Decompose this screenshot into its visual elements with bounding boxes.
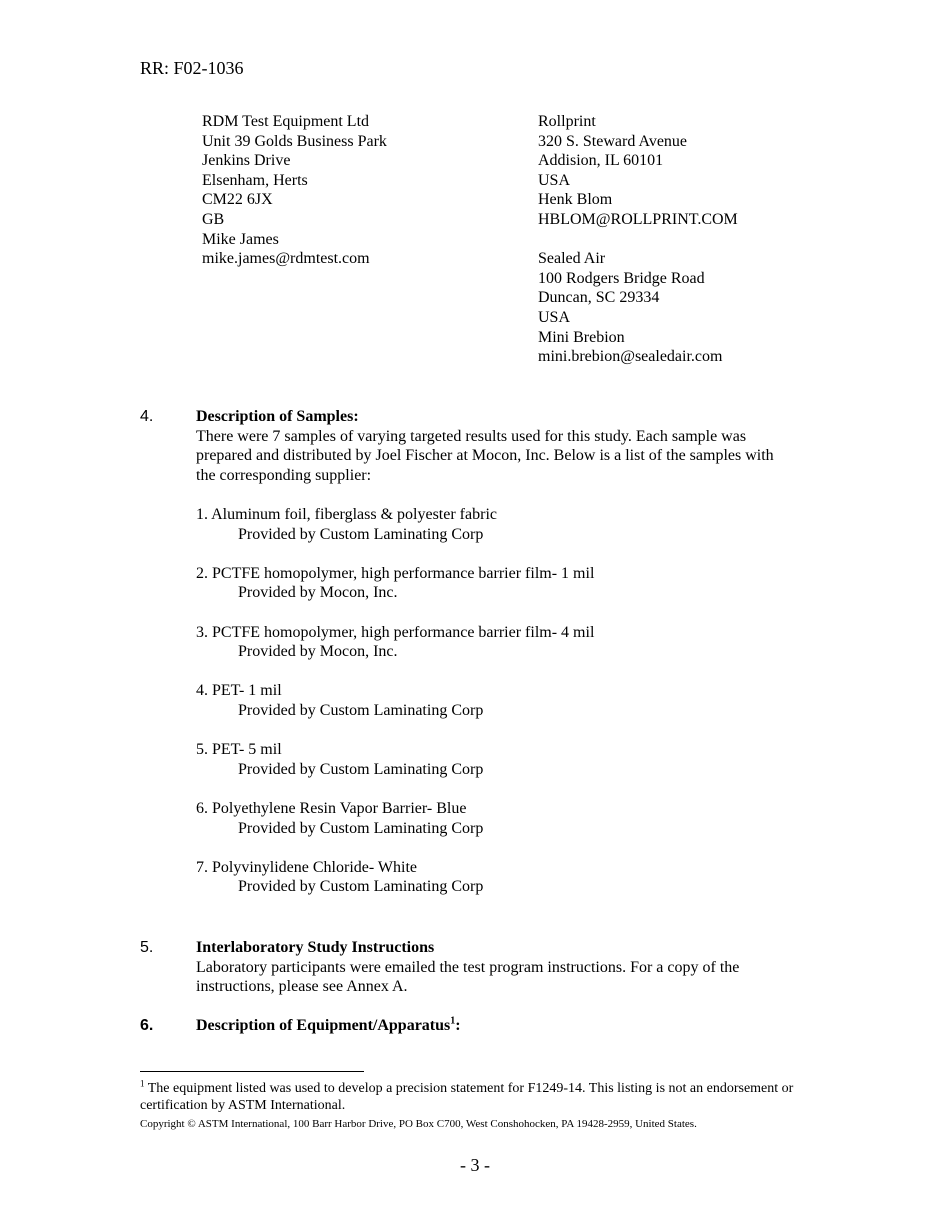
address-line: 320 S. Steward Avenue xyxy=(538,132,688,150)
section-5 xyxy=(196,938,796,997)
address-line: Unit 39 Golds Business Park xyxy=(202,132,387,150)
sample-provider: Provided by Mocon, Inc. xyxy=(238,584,398,602)
sample-label: 3. PCTFE homopolymer, high performance barrier film- 4 mil xyxy=(196,623,595,641)
address-line: Addision, IL 60101 xyxy=(538,152,664,170)
section-4 xyxy=(196,407,796,485)
section-6-number: 6. xyxy=(140,1017,154,1034)
address-column-right xyxy=(538,112,738,367)
section-5-body: Laboratory participants were emailed the test program instructions. For a copy of the instructions, please see Annex A. xyxy=(196,958,740,996)
contact-email: mike.james@rdmtest.com xyxy=(202,250,370,268)
address-line: RDM Test Equipment Ltd xyxy=(202,113,370,130)
contact-email: HBLOM@ROLLPRINT.COM xyxy=(538,210,738,228)
list-item xyxy=(196,858,796,897)
footnote-divider xyxy=(140,1071,364,1072)
address-line: CM22 6JX xyxy=(202,191,273,209)
page-number: - 3 - xyxy=(460,1155,490,1175)
list-item xyxy=(196,564,796,603)
sample-list xyxy=(196,505,796,916)
footnote-text: The equipment listed was used to develop a precision statement for F1249-14. This listing is not an endorsement or certification by ASTM International. xyxy=(140,1081,794,1113)
section-5-title: Interlaboratory Study Instructions xyxy=(196,939,435,956)
address-line: Rollprint xyxy=(538,113,596,130)
sample-label: 6. Polyethylene Resin Vapor Barrier- Blue xyxy=(196,799,467,817)
sample-provider: Provided by Custom Laminating Corp xyxy=(238,760,484,778)
section-6 xyxy=(196,1016,796,1036)
sample-provider: Provided by Mocon, Inc. xyxy=(238,643,398,661)
address-line: Duncan, SC 29334 xyxy=(538,289,660,307)
sample-label: 5. PET- 5 mil xyxy=(196,741,282,759)
address-line: USA xyxy=(538,308,571,326)
sample-provider: Provided by Custom Laminating Corp xyxy=(238,701,484,719)
sample-label: 2. PCTFE homopolymer, high performance barrier film- 1 mil xyxy=(196,564,595,582)
section-5-number: 5. xyxy=(140,939,154,956)
contact-email: mini.brebion@sealedair.com xyxy=(538,348,723,366)
contact-name: Mini Brebion xyxy=(538,328,625,346)
list-item xyxy=(196,799,796,838)
copyright-notice: Copyright © ASTM International, 100 Barr Harbor Drive, PO Box C700, West Conshohocken, PA 19428-2959, United States. xyxy=(140,1118,697,1130)
footnote-mark: 1 xyxy=(140,1078,145,1089)
address-line: Jenkins Drive xyxy=(202,152,291,170)
address-line: Sealed Air xyxy=(538,250,606,268)
sample-provider: Provided by Custom Laminating Corp xyxy=(238,819,484,837)
address-block-rdm xyxy=(202,112,387,269)
list-item xyxy=(196,681,796,720)
address-block-rollprint xyxy=(538,112,738,230)
list-item xyxy=(196,623,796,662)
address-line: GB xyxy=(202,210,225,228)
section-4-body: There were 7 samples of varying targeted results used for this study. Each sample was prepared and distributed by Joel Fischer at Mocon, Inc. Below is a list of the samples with the corresponding supplier: xyxy=(196,427,774,484)
sample-label: 7. Polyvinylidene Chloride- White xyxy=(196,858,418,876)
footnote-reference[interactable]: 1 xyxy=(450,1015,456,1027)
section-6-title-suffix: : xyxy=(455,1017,461,1034)
footnote xyxy=(140,1080,820,1114)
list-item xyxy=(196,740,796,779)
address-line: Elsenham, Herts xyxy=(202,171,308,189)
list-item xyxy=(196,505,796,544)
sample-label: 4. PET- 1 mil xyxy=(196,682,282,700)
address-line: USA xyxy=(538,171,571,189)
section-4-number: 4. xyxy=(140,408,154,425)
document-reference: RR: F02-1036 xyxy=(140,58,244,78)
address-line: 100 Rodgers Bridge Road xyxy=(538,269,705,287)
sample-label: 1. Aluminum foil, fiberglass & polyester fabric xyxy=(196,506,497,523)
section-4-title: Description of Samples: xyxy=(196,408,359,425)
section-6-title: Description of Equipment/Apparatus xyxy=(196,1017,451,1034)
sample-provider: Provided by Custom Laminating Corp xyxy=(238,878,484,896)
address-block-sealed-air xyxy=(538,249,738,367)
sample-provider: Provided by Custom Laminating Corp xyxy=(238,525,484,543)
contact-name: Mike James xyxy=(202,230,279,248)
contact-name: Henk Blom xyxy=(538,191,613,209)
